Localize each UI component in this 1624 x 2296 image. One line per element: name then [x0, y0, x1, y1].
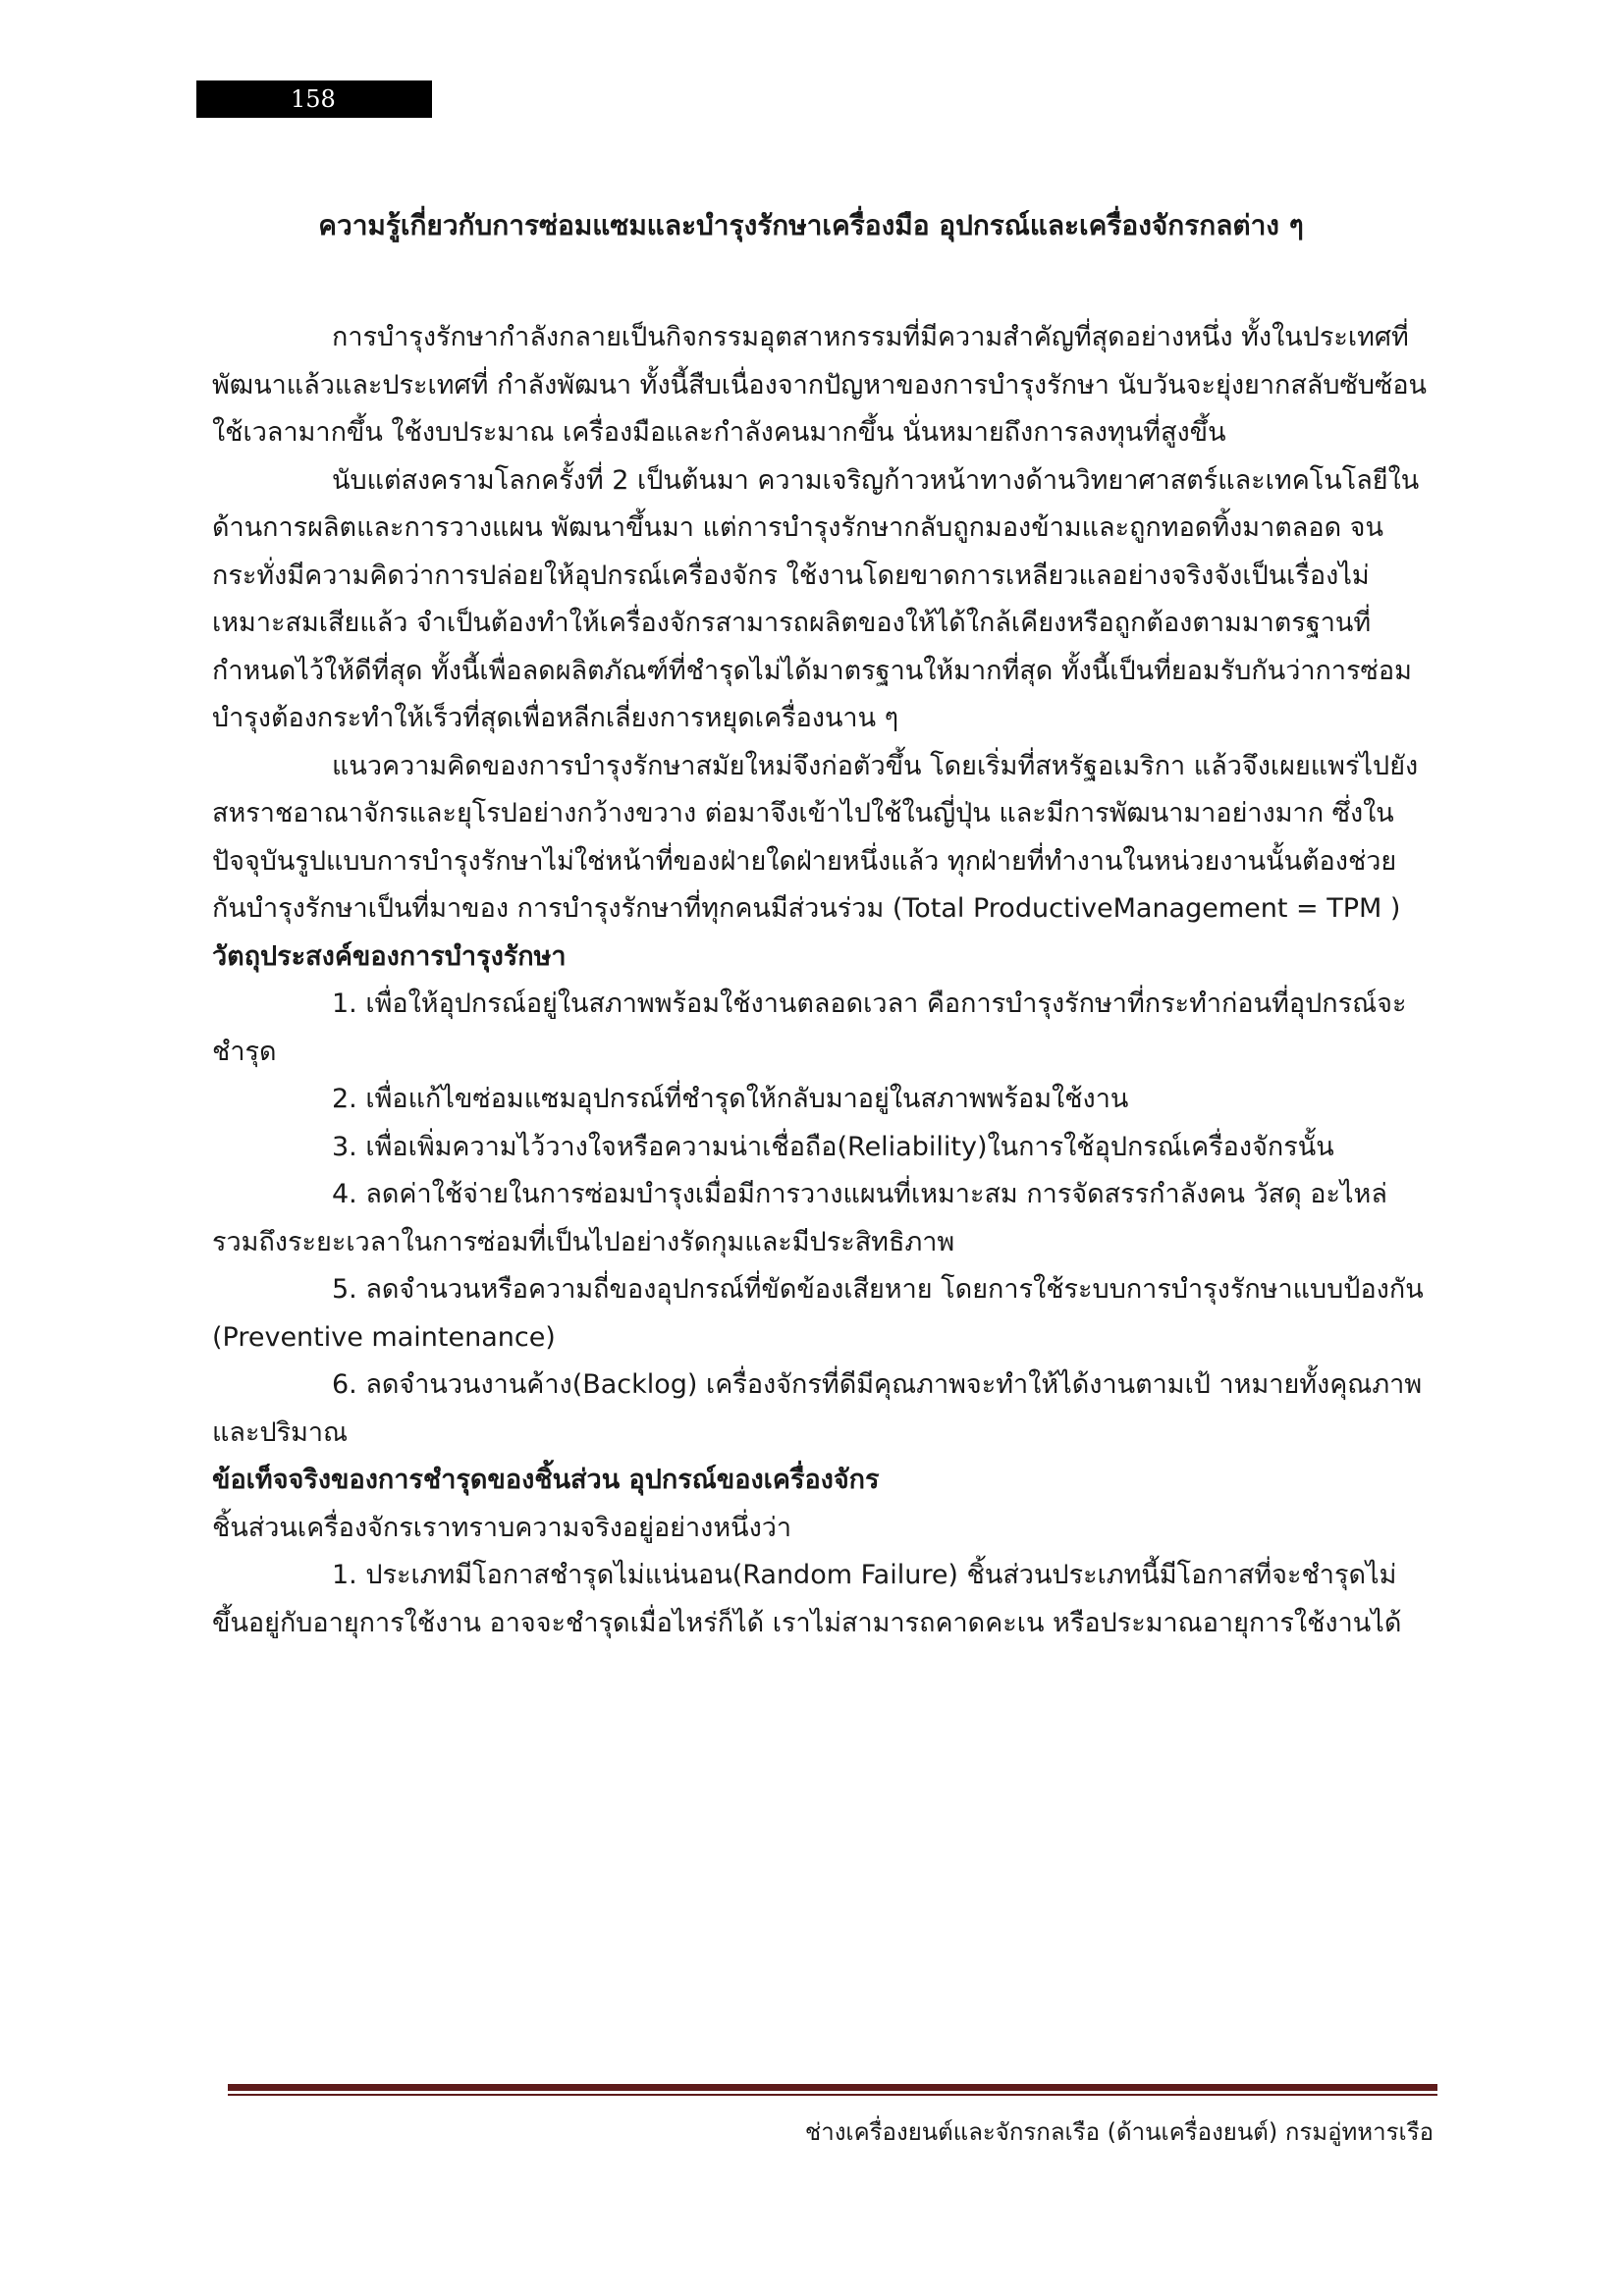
objective-item: 2. เพื่อแก้ไขซ่อมแซมอุปกรณ์ที่ชำรุดให้กลับมาอยู่ในสภาพพร้อมใช้งาน: [332, 1084, 1129, 1114]
page-number: 158: [291, 85, 336, 113]
document-body: [212, 314, 1430, 1647]
facts-intro: ชิ้นส่วนเครื่องจักรเราทราบความจริงอยู่อย่างหนึ่งว่า: [212, 1512, 792, 1543]
facts-item-1: 1. ประเภทมีโอกาสชำรุดไม่แน่นอน(Random Failure) ชิ้นส่วนประเภทนี้มีโอกาสที่จะชำรุดไม่ขึ้นอยู่กับอายุการใช้งาน อาจจะชำรุดเมื่อไหร่ก็ได้ เราไม่สามารถคาดคะเน หรือประมาณอายุการใช้งานได้: [212, 1560, 1402, 1638]
objective-item: 5. ลดจำนวนหรือความถี่ของอุปกรณ์ที่ขัดข้องเสียหาย โดยการใช้ระบบการบำรุงรักษาแบบป้องกัน (Preventive maintenance): [212, 1274, 1424, 1353]
footer-rule-thick: [228, 2084, 1437, 2091]
page-title: ความรู้เกี่ยวกับการซ่อมแซมและบำรุงรักษาเครื่องมือ อุปกรณ์และเครื่องจักรกลต่าง ๆ: [318, 209, 1304, 241]
intro-paragraph-1: การบำรุงรักษากำลังกลายเป็นกิจกรรมอุตสาหกรรมที่มีความสำคัญที่สุดอย่างหนึ่ง ทั้งในประเทศที่พัฒนาแล้วและประเทศที่ กำลังพัฒนา ทั้งนี้สืบเนื่องจากปัญหาของการบำรุงรักษา นับวันจะยุ่งยากสลับซับซ้อนใช้เวลามากขึ้น ใช้งบประมาณ เครื่องมือและกำลังคนมากขึ้น นั่นหมายถึงการลงทุนที่สูงขึ้น: [212, 322, 1427, 448]
intro-paragraph-3: แนวความคิดของการบำรุงรักษาสมัยใหม่จึงก่อตัวขึ้น โดยเริ่มที่สหรัฐอเมริกา แล้วจึงเผยแพร่ไปยังสหราชอาณาจักรและยุโรปอย่างกว้างขวาง ต่อมาจึงเข้าไปใช้ในญี่ปุ่น และมีการพัฒนามาอย่างมาก ซึ่งในปัจจุบันรูปแบบการบำรุงรักษาไม่ใช่หน้าที่ของฝ่ายใดฝ่ายหนึ่งแล้ว ทุกฝ่ายที่ทำงานในหน่วยงานนั้นต้องช่วยกันบำรุงรักษาเป็นที่มาของ การบำรุงรักษาที่ทุกคนมีส่วนร่วม (Total ProductiveManagement = TPM ): [212, 750, 1419, 924]
objective-item: 3. เพื่อเพิ่มความไว้วางใจหรือความน่าเชื่อถือ(Reliability)ในการใช้อุปกรณ์เครื่องจักรนั้น: [332, 1131, 1334, 1162]
objective-item: 6. ลดจำนวนงานค้าง(Backlog) เครื่องจักรที่ดีมีคุณภาพจะทำให้ได้งานตามเป้ าหมายทั้งคุณภาพและปริมาณ: [212, 1369, 1423, 1448]
page-number-bar: [196, 80, 432, 118]
objectives-heading: วัตถุประสงค์ของการบำรุงรักษา: [212, 940, 567, 972]
facts-heading: ข้อเท็จจริงของการชำรุดของชิ้นส่วน อุปกรณ์ของเครื่องจักร: [212, 1465, 880, 1495]
intro-paragraph-2: นับแต่สงครามโลกครั้งที่ 2 เป็นต้นมา ความเจริญก้าวหน้าทางด้านวิทยาศาสตร์และเทคโนโลยีในด้านการผลิตและการวางแผน พัฒนาขึ้นมา แต่การบำรุงรักษากลับถูกมองข้ามและถูกทอดทิ้งมาตลอด จนกระทั่งมีความคิดว่าการปล่อยให้อุปกรณ์เครื่องจักร ใช้งานโดยขาดการเหลียวแลอย่างจริงจังเป็นเรื่องไม่เหมาะสมเสียแล้ว จำเป็นต้องทำให้เครื่องจักรสามารถผลิตของให้ได้ใกล้เคียงหรือถูกต้องตามมาตรฐานที่กำหนดไว้ให้ดีที่สุด ทั้งนี้เพื่อลดผลิตภัณฑ์ที่ชำรุดไม่ได้มาตรฐานให้มากที่สุด ทั้งนี้เป็นที่ยอมรับกันว่าการซ่อมบำรุงต้องกระทำให้เร็วที่สุดเพื่อหลีกเลี่ยงการหยุดเครื่องนาน ๆ: [212, 464, 1420, 733]
objective-item: 4. ลดค่าใช้จ่ายในการซ่อมบำรุงเมื่อมีการวางแผนที่เหมาะสม การจัดสรรกำลังคน วัสดุ อะไหล่ รวมถึงระยะเวลาในการซ่อมที่เป็นไปอย่างรัดกุมและมีประสิทธิภาพ: [212, 1179, 1387, 1257]
objective-item: 1. เพื่อให้อุปกรณ์อยู่ในสภาพพร้อมใช้งานตลอดเวลา คือการบำรุงรักษาที่กระทำก่อนที่อุปกรณ์จะชำรุด: [212, 988, 1407, 1067]
footer-text: ช่างเครื่องยนต์และจักรกลเรือ (ด้านเครื่องยนต์) กรมอู่ทหารเรือ: [804, 2118, 1434, 2146]
footer-rule-thin: [228, 2094, 1437, 2096]
